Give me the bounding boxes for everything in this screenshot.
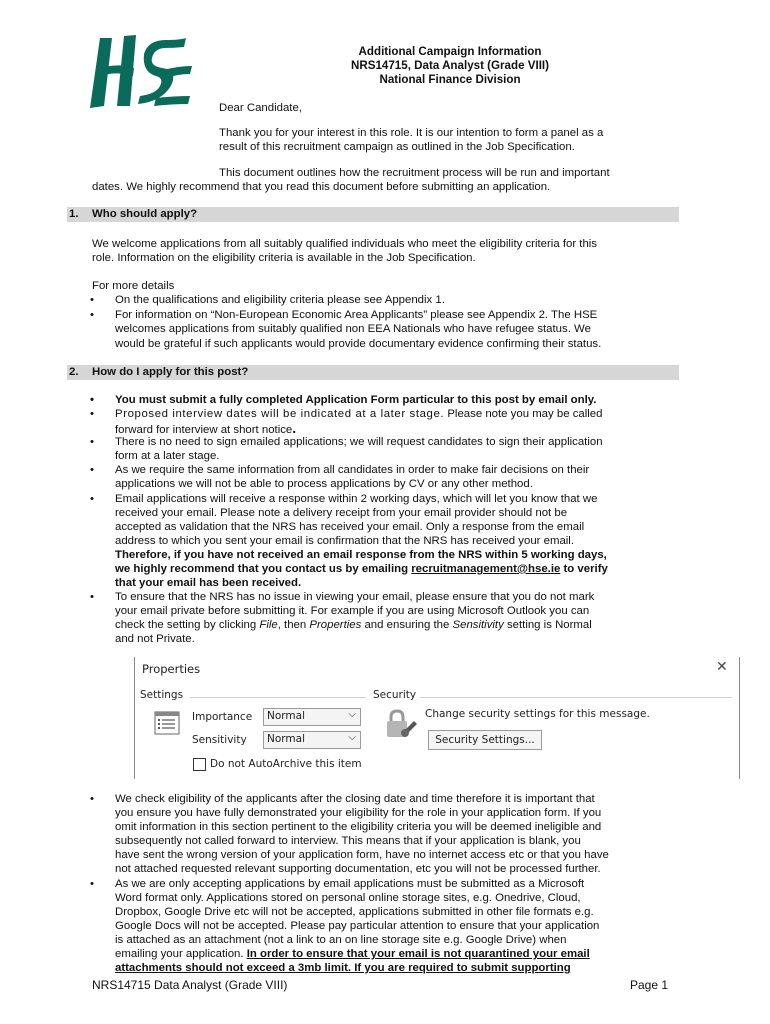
s2-bullet-5d: address to which you sent your email is confirmation that the NRS has received your email. (115, 535, 575, 547)
s1-p1a: We welcome applications from all suitably qualified individuals who meet the eligibility criteria for this (92, 238, 598, 250)
dialog-right-edge (739, 657, 740, 779)
autoarchive-label: Do not AutoArchive this item (210, 758, 362, 770)
section-1-heading (67, 207, 679, 222)
s2-bullet-7c: omit information in this section pertinent to the eligibility criteria you will be deemed ineligible and (115, 821, 602, 833)
settings-divider (190, 697, 366, 698)
dialog-title: Properties (142, 662, 201, 676)
s1-p1b: role. Information on the eligibility criteria is available in the Job Specification. (92, 252, 476, 264)
greeting: Dear Candidate, (219, 102, 302, 114)
s2-bullet-4b: applications we will not be able to process applications by CV or any other method. (115, 478, 533, 490)
importance-select[interactable]: Normal ⌵ (263, 708, 361, 726)
s2-bullet-3b: form at a later stage. (115, 450, 220, 462)
s2-bullet-7: • We check eligibility of the applicants after the closing date and time therefore it is important that (90, 793, 595, 805)
security-group-label: Security (373, 689, 417, 701)
intro-p2a: This document outlines how the recruitment process will be run and important (219, 167, 610, 179)
s2-bullet-2b: forward for interview at short notice. (115, 420, 297, 436)
s1-bullet-2: • For information on “Non-European Economic Area Applicants” please see Appendix 2. The HSE (90, 309, 598, 321)
properties-dialog (134, 657, 740, 779)
close-icon[interactable]: ✕ (716, 659, 728, 675)
hse-logo (86, 32, 194, 112)
s2-bullet-8b: Word format only. Applications stored on personal online storage sites, e.g. Onedrive, Cloud, (115, 892, 581, 904)
s2-bullet-7b: you ensure you have fully demonstrated your eligibility for the role in your application form. If you (115, 807, 602, 819)
s2-bullet-8d: Google Docs will not be accepted. Please pay particular attention to ensure that your application (115, 920, 600, 932)
section-1-number: 1. (69, 208, 79, 220)
s2-bullet-6d: and not Private. (115, 633, 195, 645)
intro-p2b: dates. We highly recommend that you read this document before submitting an application. (92, 181, 551, 193)
section-1-title: Who should apply? (92, 208, 198, 220)
settings-group-label: Settings (140, 689, 184, 701)
autoarchive-checkbox[interactable] (193, 758, 206, 771)
s2-bullet-8c: Dropbox, Google Drive etc will not be accepted, applications submitted in other file formats e.g. (115, 906, 594, 918)
s2-bullet-8f: emailing your application. In order to ensure that your email is not quarantined your email (115, 948, 590, 960)
s1-bullet-2b: welcomes applications from suitably qualified non EEA Nationals who have refugee status. We (115, 323, 591, 335)
section-2-title: How do I apply for this post? (92, 366, 249, 378)
s2-bullet-8e: is attached as an attachment (not a link to an on line storage site e.g. Google Drive) when (115, 934, 567, 946)
s2-bullet-5e: Therefore, if you have not received an email response from the NRS within 5 working days, (115, 549, 607, 561)
email-link[interactable]: recruitmanagement@hse.ie (411, 563, 561, 575)
s2-bullet-5b: received your email. Please note a delivery receipt from your email provider should not be (115, 507, 568, 519)
s2-bullet-2: • Proposed interview dates will be indicated at a later stage. Please note you may be called (90, 408, 603, 420)
s1-details: For more details (92, 280, 175, 292)
s2-bullet-5c: accepted as validation that the NRS has received your email. Only a response from the email (115, 521, 585, 533)
section-2-heading (67, 365, 679, 380)
intro-p1b: result of this recruitment campaign as outlined in the Job Specification. (219, 141, 575, 153)
security-settings-button[interactable]: Security Settings... (428, 730, 542, 750)
footer-left: NRS14715 Data Analyst (Grade VIII) (92, 978, 288, 992)
header-line-2: NRS14715, Data Analyst (Grade VIII) (350, 59, 550, 72)
s2-bullet-5: • Email applications will receive a response within 2 working days, which will let you know that we (90, 493, 598, 505)
s2-bullet-1: • You must submit a fully completed Application Form particular to this post by email only. (90, 394, 597, 406)
security-description: Change security settings for this message. (425, 708, 650, 720)
s2-bullet-7f: not attached requested relevant supporting documentation, etc you will not be processed further. (115, 863, 601, 875)
s2-bullet-6c: check the setting by clicking File, then Properties and ensuring the Sensitivity setting is Normal (115, 619, 592, 631)
s2-bullet-6b: your email private before submitting it. For example if you are using Microsoft Outlook you can (115, 605, 590, 617)
s1-bullet-1: • On the qualifications and eligibility criteria please see Appendix 1. (90, 294, 445, 306)
s2-bullet-6: • To ensure that the NRS has no issue in viewing your email, please ensure that you do not mark (90, 591, 595, 603)
chevron-down-icon: ⌵ (348, 732, 356, 743)
sensitivity-select[interactable]: Normal ⌵ (263, 731, 361, 749)
lock-icon (384, 709, 418, 742)
dialog-left-edge (134, 657, 135, 779)
s1-bullet-2c: would be grateful if such applicants would provide documentary evidence confirming their status. (115, 338, 602, 350)
footer-page-number: Page 1 (630, 978, 669, 992)
s2-bullet-7e: have sent the wrong version of your application form, have no internet access etc or that you have (115, 849, 609, 861)
s2-bullet-8: • As we are only accepting applications by email applications must be submitted as a Microsoft (90, 878, 585, 890)
importance-label: Importance (192, 711, 253, 723)
settings-list-icon (154, 711, 180, 738)
section-2-number: 2. (69, 366, 79, 378)
intro-p1a: Thank you for your interest in this role. It is our intention to form a panel as a (219, 127, 604, 139)
chevron-down-icon: ⌵ (348, 709, 356, 720)
security-divider (420, 697, 732, 698)
sensitivity-label: Sensitivity (192, 734, 247, 746)
s2-bullet-4: • As we require the same information from all candidates in order to make fair decisions on their (90, 464, 590, 476)
header-line-1: Additional Campaign Information (358, 45, 542, 58)
s2-bullet-5f: we highly recommend that you contact us by emailing recruitmanagement@hse.ie to verify (115, 563, 608, 575)
s2-bullet-3: • There is no need to sign emailed applications; we will request candidates to sign their application (90, 436, 603, 448)
s2-bullet-7d: subsequently not called forward to interview. This means that if your application is blank, you (115, 835, 581, 847)
header-line-3: National Finance Division (379, 73, 521, 86)
s2-bullet-8g: attachments should not exceed a 3mb limit. If you are required to submit supporting (115, 962, 571, 974)
s2-bullet-5g: that your email has been received. (115, 577, 302, 589)
